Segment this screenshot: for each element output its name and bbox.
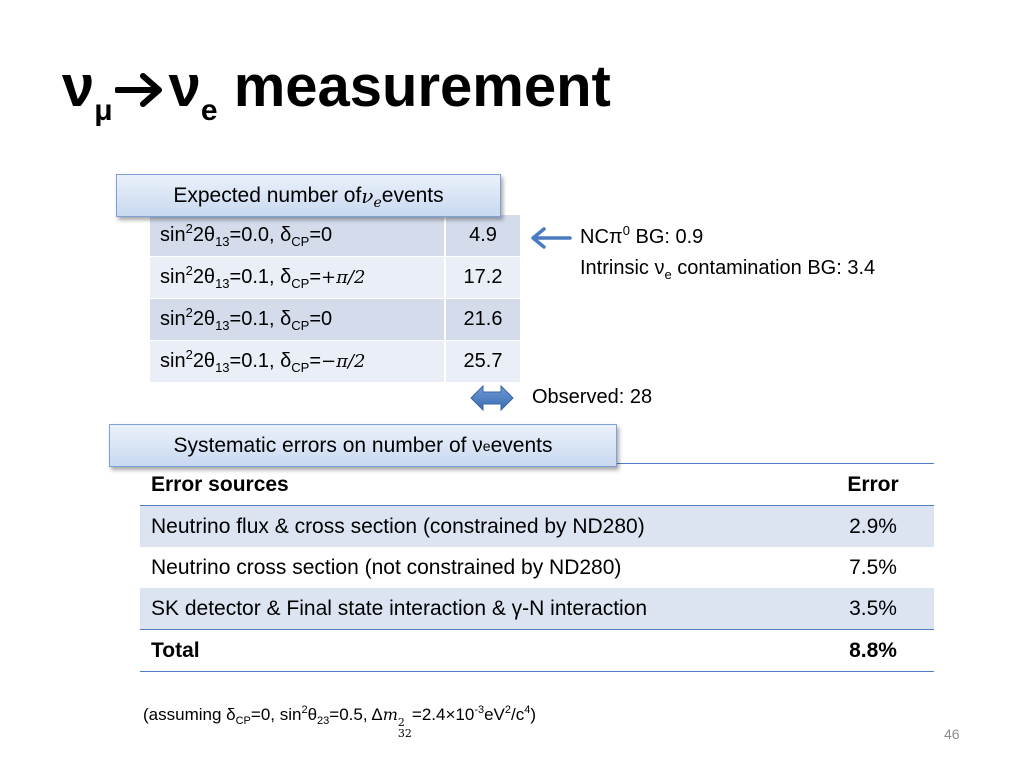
table-row: $\sin^22\theta_{13}=0.1$, $\delta_{CP}=-\pi/2$ 25.7 bbox=[150, 341, 520, 383]
left-arrow-icon bbox=[528, 226, 572, 255]
background-notes bbox=[580, 222, 875, 284]
error-source: Neutrino flux & cross section (constrained by ND280) bbox=[140, 506, 812, 548]
systematic-errors-label: Systematic errors on number of ν e events bbox=[109, 424, 617, 467]
event-count: 4.9 bbox=[445, 215, 520, 257]
table-row: $\sin^22\theta_{13}=0.0$, $\delta_{CP}=0$ 4.9 bbox=[150, 215, 520, 257]
table-row bbox=[140, 506, 934, 548]
error-value: 8.8% bbox=[812, 630, 934, 672]
error-value: 7.5% bbox=[849, 555, 897, 579]
table-header-row bbox=[140, 464, 934, 506]
table-total-row bbox=[140, 630, 934, 672]
slide-title: $\nu_\mu$ $\nu_e$ measurement bbox=[62, 54, 611, 127]
error-source: SK detector & Final state interaction & γ-N interaction bbox=[140, 588, 812, 630]
observed-count: Observed: 28 bbox=[532, 386, 653, 408]
table-row bbox=[140, 547, 934, 588]
error-source: Neutrino cross section (not constrained by ND280) bbox=[151, 555, 622, 579]
table-row: $\sin^22\theta_{13}=0.1$, $\delta_{CP}=+\pi/2$ 17.2 bbox=[150, 257, 520, 299]
event-count: 17.2 bbox=[445, 257, 520, 299]
error-value: 3.5% bbox=[812, 588, 934, 630]
error-source: Total bbox=[140, 630, 812, 672]
table-row: $\sin^22\theta_{13}=0.1$, $\delta_{CP}=0$ 21.6 bbox=[150, 299, 520, 341]
column-header: Error sources bbox=[140, 464, 812, 506]
intrinsic-nue-background: Intrinsic $\nu_e$ contamination BG: 3.4 bbox=[580, 257, 876, 282]
systematic-errors-table bbox=[140, 463, 934, 672]
column-header: Error bbox=[812, 464, 934, 506]
page-number: 46 bbox=[944, 726, 960, 742]
double-arrow-icon bbox=[470, 384, 514, 417]
error-value: 2.9% bbox=[812, 506, 934, 548]
assumption-footnote: (assuming $\delta_{CP}=0$, $\sin^2\theta_{23}=0.5$, Δm 2 32 $=2.4\times 10^{-3}eV^2/c^4$) bbox=[143, 704, 537, 740]
right-arrow-icon bbox=[115, 62, 167, 120]
expected-events-label: Expected number of $\nu_e$ events bbox=[116, 174, 501, 217]
table-row bbox=[140, 588, 934, 630]
event-count: 21.6 bbox=[445, 299, 520, 341]
event-count: 25.7 bbox=[445, 341, 520, 383]
nc-pi0-background: NCπ$^0$ BG: 0.9 bbox=[580, 223, 704, 248]
expected-events-table bbox=[150, 215, 520, 383]
